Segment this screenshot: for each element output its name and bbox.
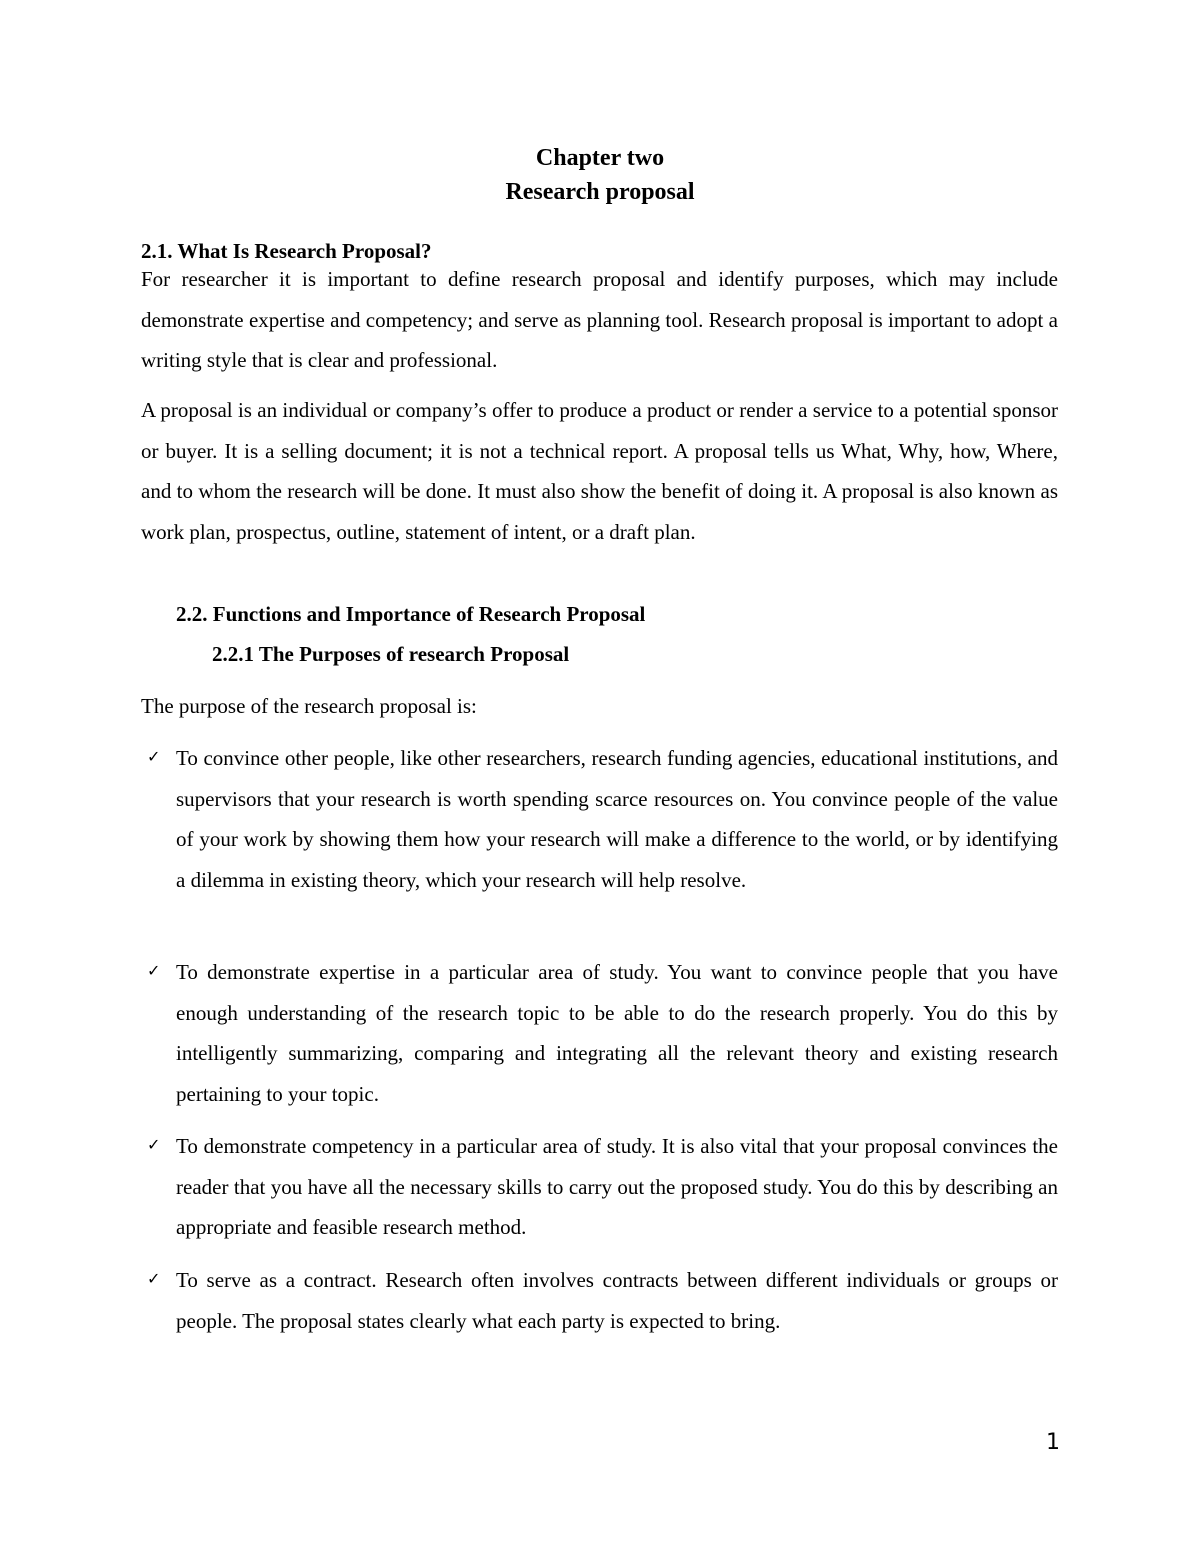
page-number: 1 bbox=[1046, 1430, 1060, 1455]
chapter-subtitle: Research proposal bbox=[505, 179, 695, 205]
chapter-title: Chapter two bbox=[535, 145, 665, 171]
list-item-text: To demonstrate expertise in a particular area of study. You want to convince people that you have enough understanding of the research topic to be able to do the research properly. You do this by intelligently summarizing, comparing and integrating all the relevant theory and existing research pertaining to your topic. bbox=[176, 960, 1058, 1106]
paragraph-proposal-description: A proposal is an individual or company’s offer to produce a product or render a service to a potential sponsor or buyer. It is a selling document; it is not a technical report. A proposal tells us What, Why, how, Where, and to whom the research will be done. It must also show the benefit of doing it. A proposal is also known as work plan, prospectus, outline, statement of intent, or a draft plan. bbox=[141, 398, 1058, 544]
section-2-2-1-heading: 2.2.1 The Purposes of research Proposal bbox=[212, 642, 570, 666]
section-2-2-heading: 2.2. Functions and Importance of Research Proposal bbox=[176, 602, 646, 626]
checkmark-icon: ✓ bbox=[147, 963, 161, 980]
checkmark-icon: ✓ bbox=[147, 1137, 161, 1154]
checkmark-icon: ✓ bbox=[147, 1271, 161, 1288]
list-item-text: To demonstrate competency in a particular area of study. It is also vital that your proposal convinces the reader that you have all the necessary skills to carry out the proposed study. You do this by describing an appropriate and feasible research method. bbox=[176, 1134, 1058, 1239]
paragraph-research-proposal-definition: For researcher it is important to define research proposal and identify purposes, which may include demonstrate expertise and competency; and serve as planning tool. Research proposal is important to adopt a writing style that is clear and professional. bbox=[141, 267, 1058, 372]
purpose-intro: The purpose of the research proposal is: bbox=[141, 694, 477, 718]
list-item-text: To serve as a contract. Research often involves contracts between different individuals or groups or people. The proposal states clearly what each party is expected to bring. bbox=[176, 1268, 1058, 1333]
section-2-1-heading: 2.1. What Is Research Proposal? bbox=[141, 239, 432, 263]
checkmark-icon: ✓ bbox=[147, 749, 161, 766]
list-item-text: To convince other people, like other researchers, research funding agencies, educational institutions, and supervisors that your research is worth spending scarce resources on. You convince people of the value of your work by showing them how your research will make a difference to the world, or by identifying a dilemma in existing theory, which your research will help resolve. bbox=[176, 746, 1058, 892]
